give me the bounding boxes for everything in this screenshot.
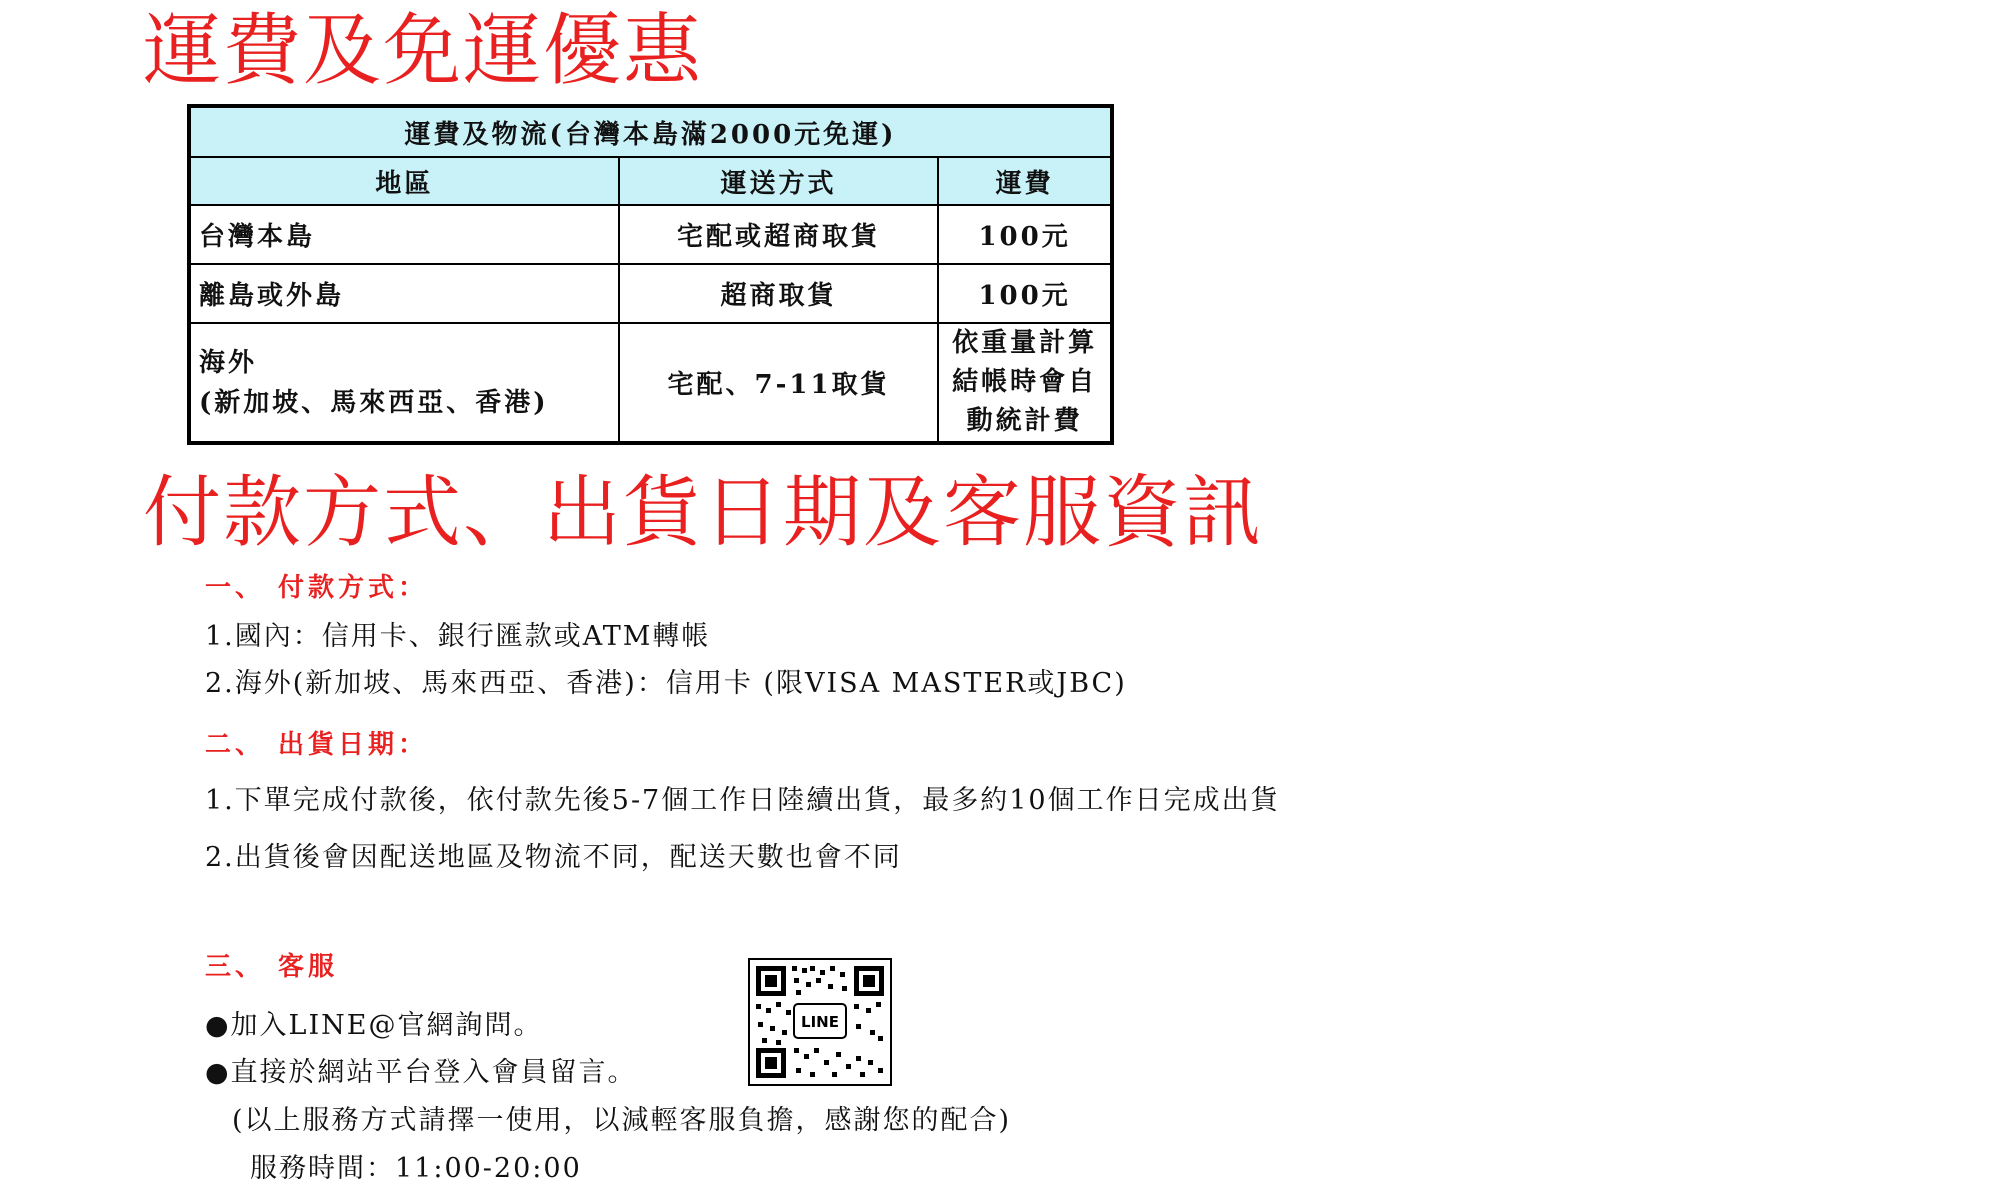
qr-label: LINE: [801, 1013, 839, 1031]
payment-item: 1.國內：信用卡、銀行匯款或ATM轉帳: [205, 621, 711, 652]
table-row: [189, 205, 1112, 264]
method-cell: 超商取貨: [619, 264, 938, 323]
table-header-row: [189, 157, 1112, 205]
service-note: (以上服務方式請擇一使用，以減輕客服負擔，感謝您的配合): [232, 1105, 1012, 1136]
qr-code-graphic: [750, 960, 890, 1084]
service-section-title: 三、 客服: [205, 952, 339, 982]
fee-line: 動統計費: [966, 406, 1083, 436]
region-line: (新加坡、馬來西亞、香港): [199, 387, 549, 418]
shipping-date-item: 2.出貨後會因配送地區及物流不同，配送天數也會不同: [205, 842, 902, 873]
fee-line: 結帳時會自: [952, 367, 1098, 397]
line-qr-code[interactable]: [748, 958, 892, 1086]
column-header-region: 地區: [189, 157, 619, 205]
fee-cell: 100元: [938, 205, 1112, 264]
region-cell: 離島或外島: [189, 264, 619, 323]
table-caption: 運費及物流(台灣本島滿2000元免運): [189, 106, 1112, 157]
method-cell: 宅配、7-11取貨: [619, 323, 938, 443]
payment-item: 2.海外(新加坡、馬來西亞、香港)：信用卡 (限VISA MASTER或JBC): [205, 668, 1127, 699]
table-row: [189, 264, 1112, 323]
column-header-method: 運送方式: [619, 157, 938, 205]
shipping-date-section-title: 二、 出貨日期：: [205, 730, 429, 760]
shipping-table: [187, 104, 1114, 445]
service-hours: 服務時間：11:00-20:00: [250, 1153, 582, 1184]
service-item: ●直接於網站平台登入會員留言。: [205, 1057, 637, 1088]
table-caption-row: [189, 106, 1112, 157]
fee-line: 依重量計算: [952, 328, 1098, 358]
region-line: 海外: [199, 347, 258, 378]
region-cell: 台灣本島: [189, 205, 619, 264]
shipping-heading: 運費及免運優惠: [143, 6, 704, 96]
fee-cell: 100元: [938, 264, 1112, 323]
method-cell: 宅配或超商取貨: [619, 205, 938, 264]
payment-heading: 付款方式、出貨日期及客服資訊: [143, 468, 1264, 558]
service-item: ●加入LINE@官網詢問。: [205, 1010, 543, 1041]
table-row: [189, 323, 1112, 443]
fee-cell: [938, 323, 1112, 443]
shipping-date-item: 1.下單完成付款後，依付款先後5-7個工作日陸續出貨，最多約10個工作日完成出貨: [205, 785, 1280, 816]
column-header-fee: 運費: [938, 157, 1112, 205]
payment-section-title: 一、 付款方式：: [205, 573, 429, 603]
region-cell: [189, 323, 619, 443]
